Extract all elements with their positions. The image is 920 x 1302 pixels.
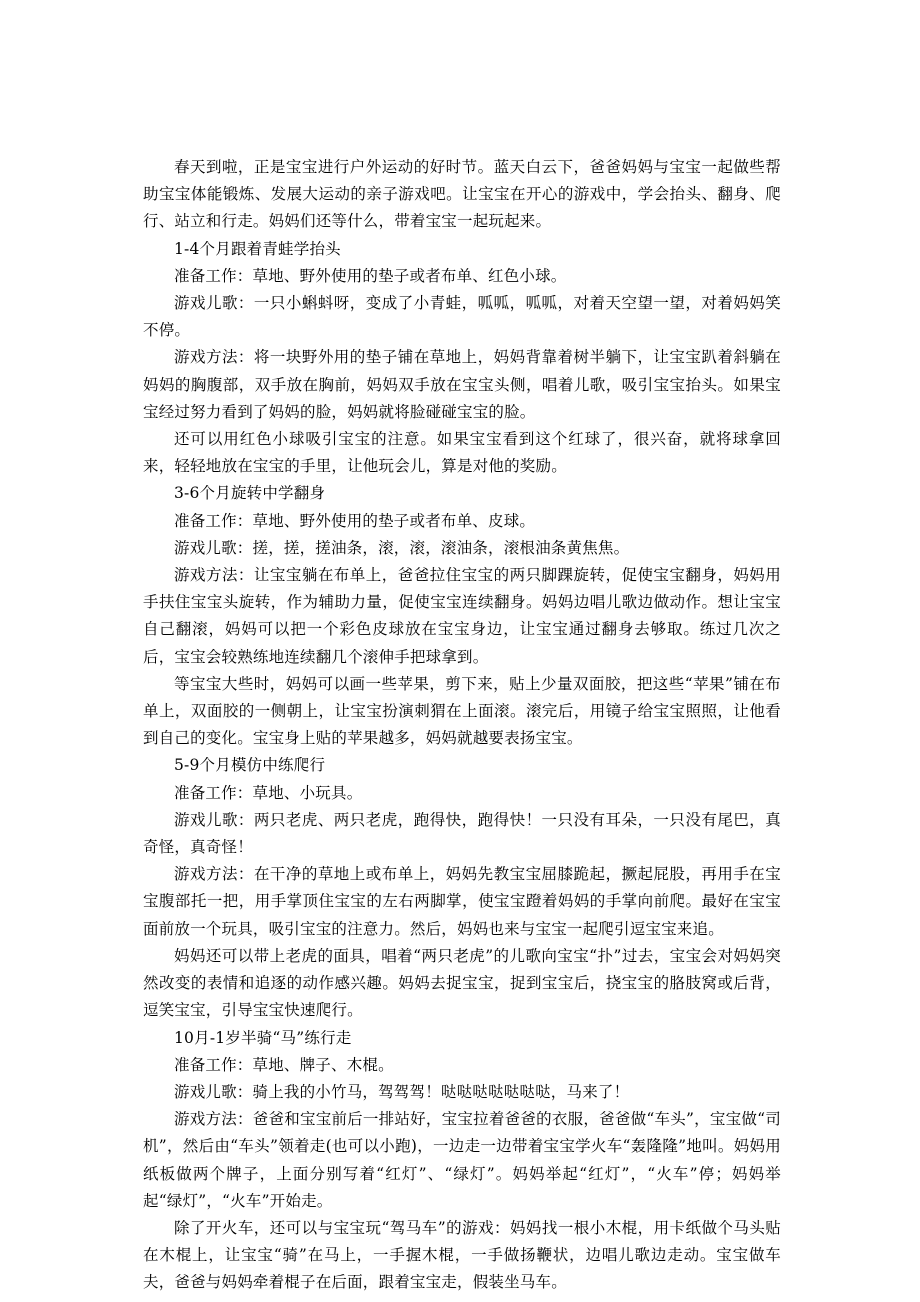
- extra-text: 除了开火车，还可以与宝宝玩“驾马车”的游戏：妈妈找一根小木棍，用卡纸做个马头贴在木棍上，让宝宝“骑”在马上，一手握木棍，一手做扬鞭状，边唱儿歌边走动。宝宝做车夫，爸爸与妈妈牵着棍子在后面，跟着宝宝走，假装坐马车。: [143, 1218, 781, 1292]
- preparation-text: 准备工作：草地、野外使用的垫子或者布单、红色小球。: [174, 266, 567, 285]
- section-heading-3-6-months: 3-6个月旋转中学翻身: [174, 484, 326, 503]
- section-heading-10-months-1-5-years: 10月-1岁半骑“马”练行走: [174, 1028, 352, 1047]
- extra-text: 等宝宝大些时，妈妈可以画一些苹果，剪下来，贴上少量双面胶，把这些“苹果”铺在布单上，双面胶的一侧朝上，让宝宝扮演刺猬在上面滚。滚完后，用镜子给宝宝照照，让他看到自己的变化。宝宝身上贴的苹果越多，妈妈就越要表扬宝宝。: [143, 674, 781, 748]
- method-text: 游戏方法：将一块野外用的垫子铺在草地上，妈妈背靠着树半躺下，让宝宝趴着斜躺在妈妈的胸腹部，双手放在胸前，妈妈双手放在宝宝头侧，唱着儿歌，吸引宝宝抬头。如果宝宝经过努力看到了妈妈的脸，妈妈就将脸碰碰宝宝的脸。: [143, 348, 781, 421]
- song-text: 游戏儿歌：一只小蝌蚪呀，变成了小青蛙，呱呱，呱呱，对着天空望一望，对着妈妈笑不停。: [143, 294, 781, 340]
- extra-text: 还可以用红色小球吸引宝宝的注意。如果宝宝看到这个红球了，很兴奋，就将球拿回来，轻轻地放在宝宝的手里，让他玩会儿，算是对他的奖励。: [143, 430, 781, 476]
- method-text: 游戏方法：爸爸和宝宝前后一排站好，宝宝拉着爸爸的衣服，爸爸做“车头”，宝宝做“司机”，然后由“车头”领着走(也可以小跑)，一边走一边带着宝宝学火车“轰隆隆”地叫。妈妈用纸板做两个牌子，上面分别写着“红灯”、“绿灯”。妈妈举起“红灯”，“火车”停；妈妈举起“绿灯”，“火车”开始走。: [143, 1110, 781, 1210]
- extra-text: 妈妈还可以带上老虎的面具，唱着“两只老虎”的儿歌向宝宝“扑”过去，宝宝会对妈妈突然改变的表情和追逐的动作感兴趣。妈妈去捉宝宝，捉到宝宝后，挠宝宝的胳肢窝或后背，逗笑宝宝，引导宝宝快速爬行。: [143, 946, 781, 1020]
- section-heading-1-4-months: 1-4个月跟着青蛙学抬头: [174, 239, 341, 258]
- section-heading-5-9-months: 5-9个月模仿中练爬行: [174, 756, 326, 775]
- method-text: 游戏方法：让宝宝躺在布单上，爸爸拉住宝宝的两只脚踝旋转，促使宝宝翻身，妈妈用手扶住宝宝头旋转，作为辅助力量，促使宝宝连续翻身。妈妈边唱儿歌边做动作。想让宝宝自己翻滚，妈妈可以把一个彩色皮球放在宝宝身边，让宝宝通过翻身去够取。练过几次之后，宝宝会较熟练地连续翻几个滚伸手把球拿到。: [143, 566, 781, 666]
- song-text: 游戏儿歌：搓，搓，搓油条，滚，滚，滚油条，滚根油条黄焦焦。: [174, 538, 630, 557]
- preparation-text: 准备工作：草地、小玩具。: [174, 783, 363, 802]
- song-text: 游戏儿歌：骑上我的小竹马，驾驾驾！哒哒哒哒哒哒哒，马来了！: [174, 1082, 630, 1101]
- preparation-text: 准备工作：草地、牌子、木棍。: [174, 1055, 394, 1074]
- method-text: 游戏方法：在干净的草地上或布单上，妈妈先教宝宝屈膝跪起，撅起屁股，再用手在宝宝腹部托一把，用手掌顶住宝宝的左右两脚掌，使宝宝蹬着妈妈的手掌向前爬。最好在宝宝面前放一个玩具，吸引宝宝的注意力。然后，妈妈也来与宝宝一起爬引逗宝宝来追。: [143, 865, 781, 938]
- intro-paragraph: 春天到啦，正是宝宝进行户外运动的好时节。蓝天白云下，爸爸妈妈与宝宝一起做些帮助宝宝体能锻炼、发展大运动的亲子游戏吧。让宝宝在开心的游戏中，学会抬头、翻身、爬行、站立和行走。妈妈们还等什么，带着宝宝一起玩起来。: [143, 158, 781, 231]
- article-body: [143, 154, 781, 1297]
- preparation-text: 准备工作：草地、野外使用的垫子或者布单、皮球。: [174, 511, 536, 530]
- song-text: 游戏儿歌：两只老虎、两只老虎，跑得快，跑得快！一只没有耳朵，一只没有尾巴，真奇怪，真奇怪！: [143, 810, 781, 857]
